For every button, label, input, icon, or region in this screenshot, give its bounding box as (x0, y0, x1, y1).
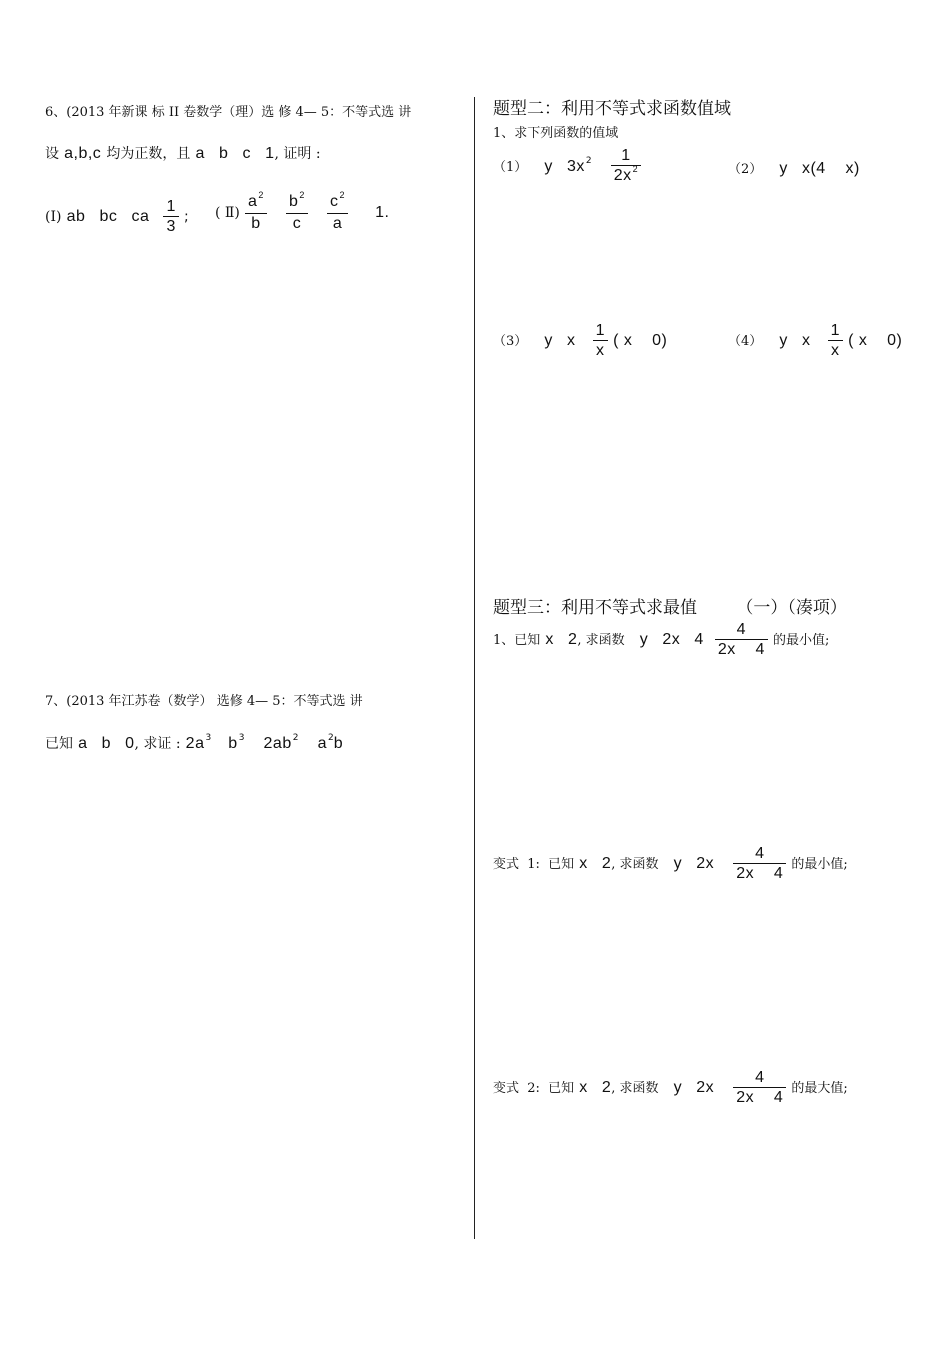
q6-cond-value: 1 (265, 145, 275, 162)
q6-header (45, 101, 411, 120)
exponent: 2 (327, 733, 334, 743)
item-label: （3） (493, 334, 528, 349)
fraction-denominator: b (245, 213, 267, 233)
var-y: y (779, 160, 788, 177)
q7-term-a: a (317, 735, 327, 752)
item-label: （1） (493, 160, 528, 175)
q6-header-text: 6、(2013 年新课 标 II 卷数学（理）选 修 4— 5：不等式选 讲 (45, 105, 412, 120)
value-2: 2 (601, 855, 612, 872)
fraction-numerator: 1 (830, 322, 840, 339)
q7-term-2a: 2a (185, 735, 205, 752)
q7-header-text: 7、(2013 年江苏卷（数学） 选修 4— 5：不等式选 讲 (45, 694, 363, 709)
fraction-numerator: 4 (755, 845, 765, 862)
var-x: x (566, 332, 576, 349)
variant-pre: 变式 2: 已知 (493, 1081, 575, 1096)
fraction-numerator: 4 (736, 621, 747, 638)
q7-var-b: b (101, 735, 111, 752)
fraction-1-over-x (593, 321, 608, 360)
fraction-denominator: c (286, 213, 308, 233)
type2-item2 (728, 158, 860, 178)
expression-x-4-minus-x: x(4 x) (801, 160, 860, 177)
var-y: y (779, 332, 788, 349)
q6-part1-label: (Ⅰ) (45, 209, 62, 225)
type3-variant2 (493, 1068, 848, 1107)
fraction-denominator: x (828, 340, 843, 360)
fraction-numerator: 1 (621, 147, 631, 164)
type3-title (493, 593, 847, 618)
fraction-denominator: 2x 4 (733, 1087, 786, 1107)
fraction-numerator: 1 (166, 198, 176, 215)
q6-frac-b2-c (286, 192, 308, 233)
fraction-denominator: 3 (163, 216, 178, 236)
exponent: 3 (238, 733, 245, 743)
q6-fraction-one-third (163, 197, 178, 236)
term-2x: 2x (662, 631, 681, 648)
value-2: 2 (567, 631, 578, 648)
q6-given-mid: 均为正数，且 (106, 146, 191, 162)
q7-header (45, 690, 363, 709)
q-end: 的最小值; (773, 633, 830, 648)
q6-part1 (45, 197, 189, 236)
q-mid: , 求函数 (577, 633, 625, 648)
fraction-numerator: 1 (595, 322, 605, 339)
fraction-numerator: 4 (755, 1069, 765, 1086)
fraction-numerator: c (330, 193, 339, 210)
exponent: 2 (299, 190, 305, 200)
term-2x: 2x (696, 855, 715, 872)
item-label: （2） (728, 162, 763, 177)
q7-given-pre: 已知 (45, 736, 73, 752)
term-3x: 3x (566, 158, 585, 175)
type3-question1 (493, 620, 829, 659)
var-x: x (579, 855, 588, 872)
q6-vars: a,b,c (64, 145, 102, 162)
var-x: x (545, 631, 554, 648)
fraction-denominator: a (327, 213, 348, 233)
type3-variant1 (493, 844, 848, 883)
exponent: 2 (632, 164, 639, 174)
q6-cond-c: c (242, 145, 251, 162)
variant-mid: , 求函数 (611, 857, 659, 872)
q7-term-2ab: 2ab (263, 735, 292, 752)
q6-part2-label: ( Ⅱ) (215, 205, 240, 221)
q7-prove-label: , 求证 : (134, 736, 181, 752)
q-pre: 1、已知 (493, 633, 541, 648)
fraction-denominator: x (593, 340, 608, 360)
fraction-denominator: 2x 4 (715, 639, 768, 659)
term-2x: 2x (696, 1079, 715, 1096)
exponent: 3 (205, 733, 212, 743)
fraction-4-over-2x-4 (733, 844, 786, 883)
q6-given-post: , 证明 : (274, 146, 321, 162)
exponent: 2 (292, 733, 299, 743)
q6-part2 (215, 192, 389, 233)
q6-cond-a: a (195, 145, 205, 162)
var-y: y (673, 855, 683, 872)
condition-x-gt-0: ( x 0) (613, 332, 668, 349)
q7-term-b: b (228, 735, 238, 752)
fraction-1-over-x (828, 321, 843, 360)
var-x: x (801, 332, 811, 349)
q6-part2-rhs: 1. (375, 204, 390, 221)
q7-var-a: a (78, 735, 88, 752)
var-x: x (579, 1079, 588, 1096)
var-y: y (544, 332, 553, 349)
type2-question1: 1、求下列函数的值域 (493, 126, 619, 141)
type2-item4 (728, 321, 902, 360)
fraction-1-over-2x2 (611, 146, 641, 187)
type2-item1 (493, 146, 641, 187)
fraction-4-over-2x-4 (715, 620, 768, 659)
q6-part1-tail: ; (183, 209, 189, 225)
type2-item3 (493, 321, 667, 360)
variant-pre: 变式 1: 已知 (493, 857, 575, 872)
q7-given (45, 733, 343, 753)
var-y: y (673, 1079, 683, 1096)
variant-end: 的最小值; (791, 857, 848, 872)
fraction-numerator: a (247, 193, 258, 210)
q6-term-ca: ca (131, 208, 150, 225)
type2-title: 题型二：利用不等式求函数值域 (493, 99, 731, 119)
q6-term-bc: bc (99, 208, 118, 225)
var-y: y (544, 158, 553, 175)
fraction-numerator: b (289, 193, 299, 210)
q6-term-ab: ab (66, 208, 86, 225)
q7-zero: 0 (125, 735, 135, 752)
item-label: （4） (728, 334, 763, 349)
type3-subtitle: （一）（凑项） (736, 598, 847, 618)
q6-frac-a2-b (245, 192, 267, 233)
q6-frac-c2-a (327, 192, 348, 233)
variant-end: 的最大值; (791, 1081, 848, 1096)
variant-mid: , 求函数 (611, 1081, 659, 1096)
q7-term-b2: b (333, 735, 344, 752)
value-2: 2 (601, 1079, 612, 1096)
q6-given-pre: 设 (45, 146, 59, 162)
condition-x-lt-0: ( x 0) (848, 332, 903, 349)
fraction-4-over-2x-4 (733, 1068, 786, 1107)
var-y: y (639, 631, 649, 648)
exponent: 2 (585, 156, 592, 166)
fraction-denominator: 2x (613, 167, 632, 184)
term-4: 4 (694, 631, 704, 648)
exponent: 2 (258, 190, 264, 200)
q6-cond-b: b (218, 145, 229, 162)
fraction-denominator: 2x 4 (733, 863, 786, 883)
q6-given (45, 143, 321, 163)
column-divider (474, 97, 475, 1239)
type3-title-text: 题型三：利用不等式求最值 (493, 598, 697, 618)
exponent: 2 (339, 190, 346, 200)
